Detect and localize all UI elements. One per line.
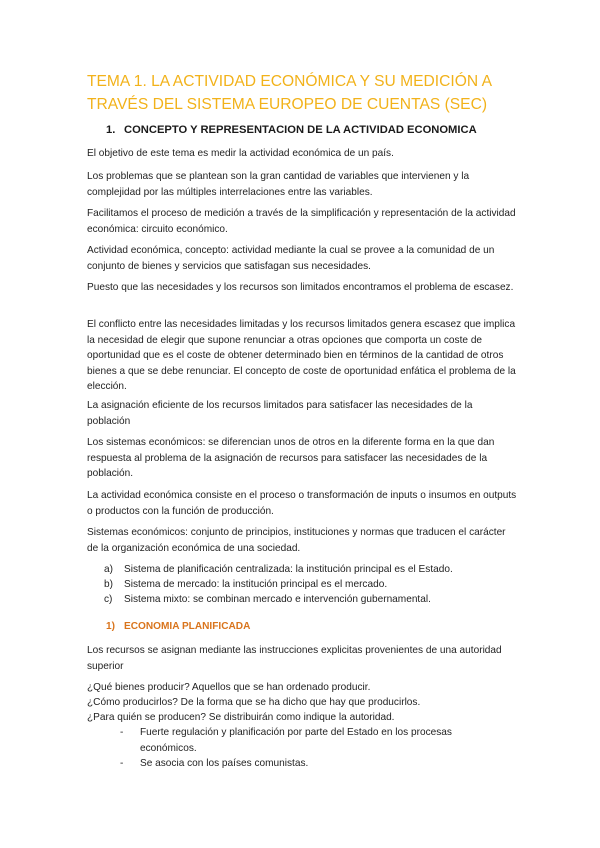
subsection-number: 1) [106, 621, 115, 632]
bullet-marker: - [120, 727, 124, 738]
bullet-marker: - [120, 758, 124, 769]
section-title: CONCEPTO Y REPRESENTACION DE LA ACTIVIDAD ECONOMICA [124, 124, 477, 136]
bullet-text: Fuerte regulación y planificación por parte del Estado en los procesas económicos. [140, 727, 452, 754]
paragraph: El objetivo de este tema es medir la actividad económica de un país. [87, 148, 394, 159]
list-text: Sistema mixto: se combinan mercado e intervención gubernamental. [124, 594, 431, 605]
paragraph: Los problemas que se plantean son la gran cantidad de variables que intervienen y la complejidad por las múltiples interrelaciones entre las variables. [87, 171, 470, 198]
question: ¿Cómo producirlos? De la forma que se ha dicho que hay que producirlos. [87, 697, 421, 708]
section-number: 1. [106, 124, 116, 136]
subsection-heading [106, 621, 250, 632]
paragraph: Facilitamos el proceso de medición a través de la simplificación y representación de la actividad económica: circuito económico. [87, 208, 516, 235]
subsection-title: ECONOMIA PLANIFICADA [124, 621, 251, 632]
question: ¿Para quién se producen? Se distribuirán como indique la autoridad. [87, 712, 395, 723]
document-title: TEMA 1. LA ACTIVIDAD ECONÓMICA Y SU MEDICIÓN A TRAVÉS DEL SISTEMA EUROPEO DE CUENTAS (SEC) [87, 73, 492, 113]
paragraph: Los sistemas económicos: se diferencian unos de otros en la diferente forma en la que dan respuesta al problema de la asignación de recursos para satisfacer las necesidades de la población. [87, 437, 495, 479]
paragraph: El conflicto entre las necesidades limitadas y los recursos limitados genera escasez que implica la necesidad de elegir que supone renunciar a otras opciones que comporta un coste de oportunidad que es el coste de obtener determinado bien en términos de la cantidad de otros bienes a que se debe renunciar. El concepto de coste de oportunidad enfática el problema de la elección. [87, 319, 516, 392]
paragraph: Los recursos se asignan mediante las instrucciones explicitas provenientes de una autoridad superior [87, 645, 502, 672]
paragraph: Sistemas económicos: conjunto de principios, instituciones y normas que traducen el carácter de la organización económica de una sociedad. [87, 527, 506, 554]
list-text: Sistema de planificación centralizada: la institución principal es el Estado. [124, 564, 453, 575]
paragraph: Puesto que las necesidades y los recursos son limitados encontramos el problema de escasez. [87, 282, 514, 293]
section-heading [106, 124, 477, 136]
list-marker: c) [104, 594, 113, 605]
paragraph: La asignación eficiente de los recursos limitados para satisfacer las necesidades de la población [87, 400, 473, 427]
bullet-text: Se asocia con los países comunistas. [140, 758, 309, 769]
list-text: Sistema de mercado: la institución principal es el mercado. [124, 579, 388, 590]
paragraph: La actividad económica consiste en el proceso o transformación de inputs o insumos en outputs o productos con la función de producción. [87, 490, 517, 517]
question: ¿Qué bienes producir? Aquellos que se han ordenado producir. [87, 682, 371, 693]
paragraph: Actividad económica, concepto: actividad mediante la cual se provee a la comunidad de un conjunto de bienes y servicios que satisfagan sus necesidades. [87, 245, 495, 272]
list-marker: b) [104, 579, 113, 590]
list-marker: a) [104, 564, 113, 575]
